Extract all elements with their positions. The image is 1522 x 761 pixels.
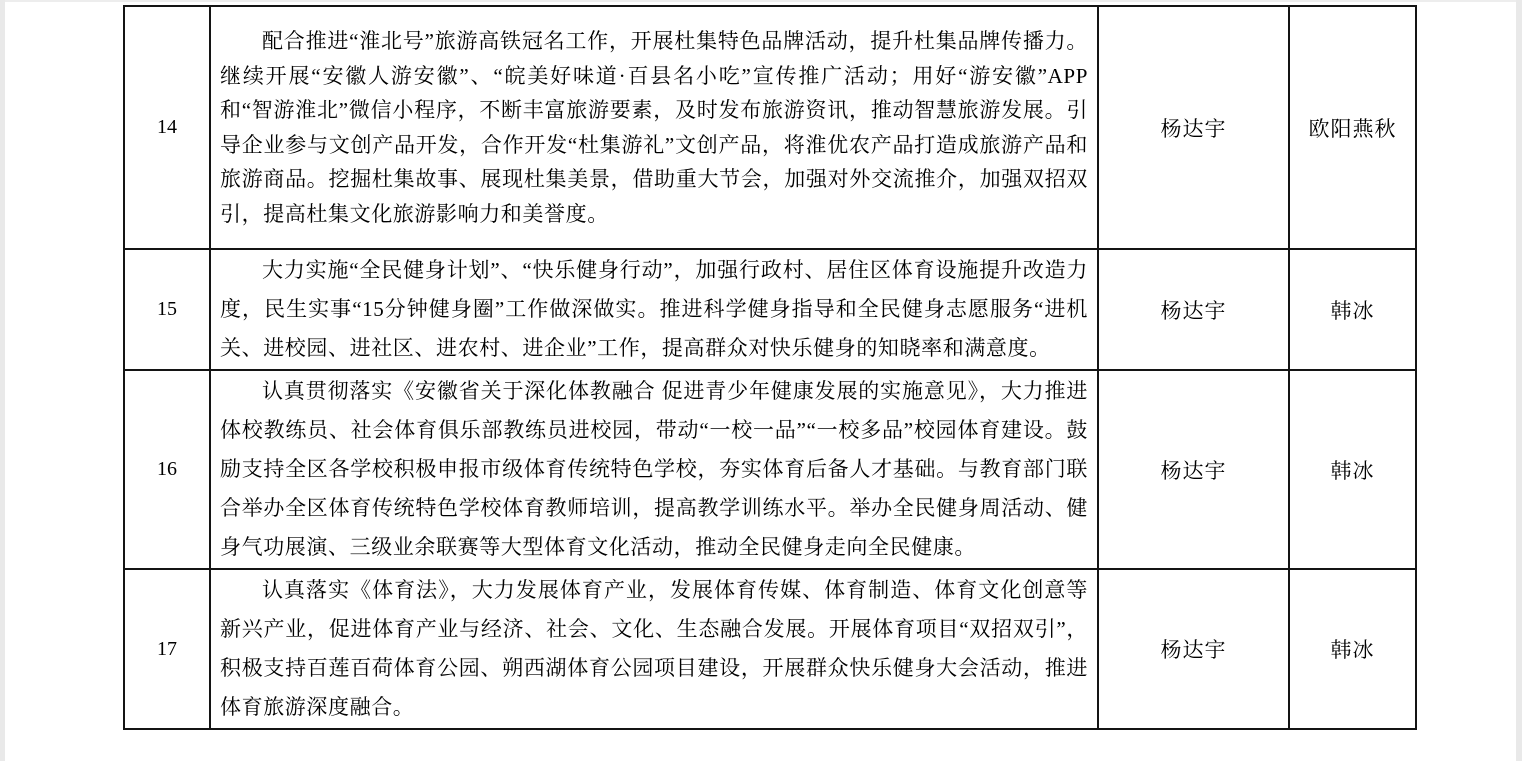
row-number: 14 xyxy=(124,6,210,249)
responsible-name: 韩冰 xyxy=(1289,249,1416,370)
responsible-name: 欧阳燕秋 xyxy=(1289,6,1416,249)
page-right-edge xyxy=(1516,0,1522,761)
task-text: 认真落实《体育法》，大力发展体育产业，发展体育传媒、体育制造、体育文化创意等新兴产业，促进体育产业与经济、社会、文化、生态融合发展。开展体育项目“双招双引”，积极支持百莲百荷体育公园、朔西湖体育公园项目建设，开展群众快乐健身大会活动，推进体育旅游深度融合。 xyxy=(220,578,1088,719)
task-text-cell xyxy=(210,569,1098,729)
task-text: 大力实施“全民健身计划”、“快乐健身行动”，加强行政村、居住区体育设施提升改造力度，民生实事“15分钟健身圈”工作做深做实。推进科学健身指导和全民健身志愿服务“进机关、进校园、进社区、进农村、进企业”工作，提高群众对快乐健身的知晓率和满意度。 xyxy=(220,258,1088,360)
responsible-name: 韩冰 xyxy=(1289,569,1416,729)
row-number: 17 xyxy=(124,569,210,729)
table-row xyxy=(124,249,1416,370)
table-row xyxy=(124,6,1416,249)
leader-name: 杨达宇 xyxy=(1098,569,1289,729)
table-row xyxy=(124,370,1416,569)
responsible-name: 韩冰 xyxy=(1289,370,1416,569)
leader-name: 杨达宇 xyxy=(1098,6,1289,249)
row-number: 15 xyxy=(124,249,210,370)
table-row xyxy=(124,569,1416,729)
task-text-cell xyxy=(210,370,1098,569)
task-table xyxy=(123,5,1417,730)
page-left-edge xyxy=(0,0,5,761)
page-top-edge xyxy=(0,0,1522,2)
leader-name: 杨达宇 xyxy=(1098,249,1289,370)
row-number: 16 xyxy=(124,370,210,569)
task-text-cell xyxy=(210,6,1098,249)
task-text-cell xyxy=(210,249,1098,370)
task-text: 配合推进“淮北号”旅游高铁冠名工作，开展杜集特色品牌活动，提升杜集品牌传播力。继续开展“安徽人游安徽”、“皖美好味道·百县名小吃”宣传推广活动；用好“游安徽”APP和“智游淮北”微信小程序，不断丰富旅游要素，及时发布旅游资讯，推动智慧旅游发展。引导企业参与文创产品开发，合作开发“杜集游礼”文创产品，将淮优农产品打造成旅游产品和旅游商品。挖掘杜集故事、展现杜集美景，借助重大节会，加强对外交流推介，加强双招双引，提高杜集文化旅游影响力和美誉度。 xyxy=(220,29,1088,226)
leader-name: 杨达宇 xyxy=(1098,370,1289,569)
task-text: 认真贯彻落实《安徽省关于深化体教融合 促进青少年健康发展的实施意见》，大力推进体校教练员、社会体育俱乐部教练员进校园，带动“一校一品”“一校多品”校园体育建设。鼓励支持全区各学校积极申报市级体育传统特色学校，夯实体育后备人才基础。与教育部门联合举办全区体育传统特色学校体育教师培训，提高教学训练水平。举办全民健身周活动、健身气功展演、三级业余联赛等大型体育文化活动，推动全民健身走向全民健康。 xyxy=(220,379,1088,559)
